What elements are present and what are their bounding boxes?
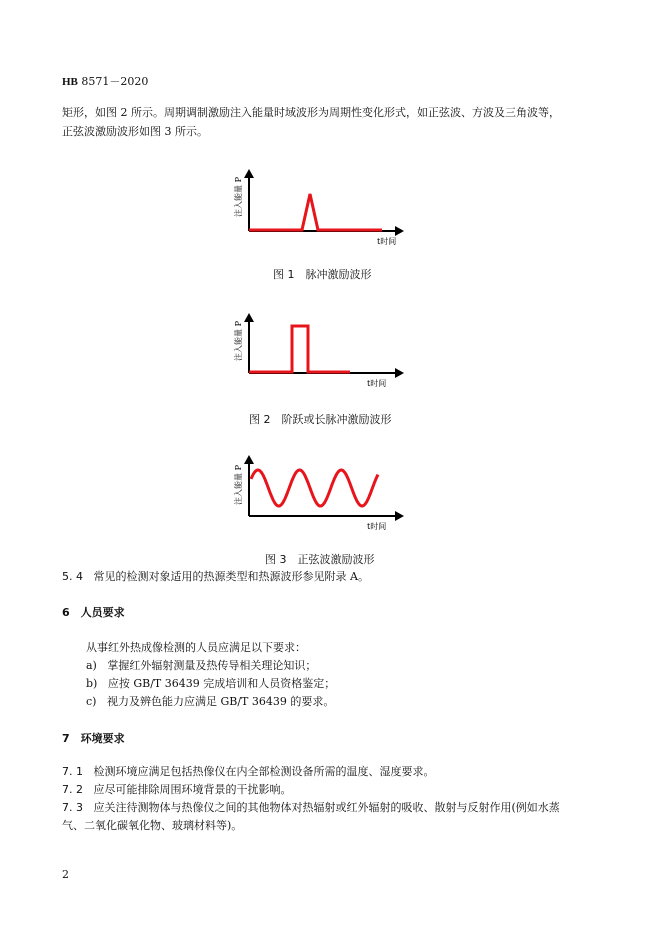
- section-6-title: 6 人员要求: [62, 606, 125, 619]
- figure-1-xlabel: t时间: [377, 237, 397, 246]
- figure-1-pulse-waveform: [232, 167, 412, 252]
- list-item-label: c): [86, 695, 97, 708]
- figure-2-caption: 图 2 阶跃或长脉冲激励波形: [249, 413, 392, 426]
- pulse-waveform: [249, 194, 382, 230]
- figure-3-sine-waveform: [232, 453, 412, 538]
- figure-3-caption: 图 3 正弦波激励波形: [265, 553, 375, 566]
- clause-7-3: [62, 799, 560, 817]
- clause-number: 7. 1: [62, 765, 83, 778]
- clause-text: 常见的检测对象适用的热源类型和热源波形参见附录 A。: [93, 570, 369, 583]
- clause-text: 检测环境应满足包括热像仪在内全部检测设备所需的温度、湿度要求。: [93, 765, 435, 778]
- y-axis-arrow: [244, 313, 254, 322]
- list-item-a: [86, 657, 316, 675]
- standard-code-number: 8571－2020: [77, 75, 149, 88]
- x-axis-arrow: [395, 226, 404, 236]
- figure-3-xlabel: t时间: [367, 522, 387, 531]
- x-axis-arrow: [395, 511, 404, 521]
- sine-waveform: [251, 470, 378, 506]
- page-number: 2: [62, 868, 69, 881]
- section-6-intro: 从事红外热成像检测的人员应满足以下要求：: [86, 641, 306, 654]
- section-7-title: 7 环境要求: [62, 732, 125, 745]
- intro-line-2: 正弦波激励波形如图 3 所示。: [62, 125, 208, 138]
- intro-line-1: 矩形，如图 2 所示。周期调制激励注入能量时域波形为周期性变化形式，如正弦波、方波及三角波等，: [62, 106, 560, 119]
- list-item-c: [86, 693, 334, 711]
- figure-3-ylabel: 注入能量 P: [234, 465, 243, 505]
- figure-1-ylabel: 注入能量 P: [234, 177, 243, 217]
- clause-text: 应关注待测物体与热像仪之间的其他物体对热辐射或红外辐射的吸收、散射与反射作用(例如水蒸: [93, 801, 560, 814]
- standard-code-header: [62, 73, 148, 89]
- standard-code-prefix: HB: [62, 76, 78, 88]
- clause-5-4: [62, 568, 369, 586]
- y-axis-arrow: [244, 455, 254, 464]
- figure-2-ylabel: 注入能量 P: [234, 321, 243, 361]
- figure-2-xlabel: t时间: [367, 379, 387, 388]
- x-axis-arrow: [395, 368, 404, 378]
- list-item-label: b): [86, 677, 98, 690]
- clause-text: 应尽可能排除周围环境背景的干扰影响。: [93, 783, 292, 796]
- clause-7-3-continued: 气、二氧化碳氧化物、玻璃材料等)。: [62, 819, 243, 832]
- clause-7-1: [62, 763, 435, 781]
- clause-7-2: [62, 781, 292, 799]
- list-item-text: 视力及辨色能力应满足 GB/T 36439 的要求。: [106, 695, 335, 708]
- list-item-text: 应按 GB/T 36439 完成培训和人员资格鉴定；: [107, 677, 336, 690]
- figure-2-step-waveform: [232, 311, 412, 396]
- clause-number: 7. 2: [62, 783, 83, 796]
- list-item-b: [86, 675, 335, 693]
- clause-number: 7. 3: [62, 801, 83, 814]
- clause-number: 5. 4: [62, 570, 83, 583]
- y-axis-arrow: [244, 169, 254, 178]
- figure-1-caption: 图 1 脉冲激励波形: [273, 268, 372, 281]
- step-waveform: [249, 326, 350, 372]
- list-item-text: 掌握红外辐射测量及热传导相关理论知识；: [107, 659, 317, 672]
- list-item-label: a): [86, 659, 97, 672]
